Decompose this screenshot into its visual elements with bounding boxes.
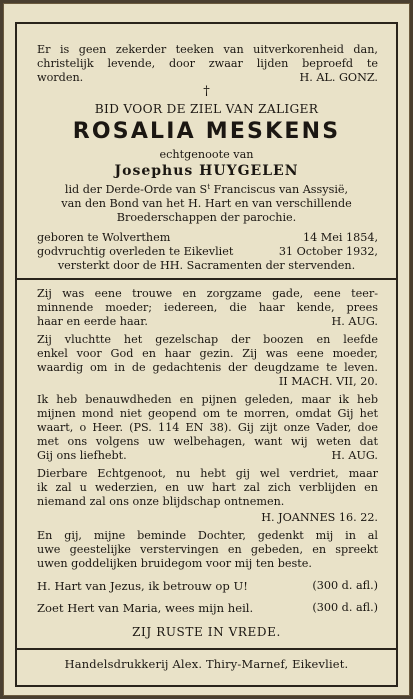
spouse-intro: echtgenoote van xyxy=(159,148,254,161)
affiliation-line-3: Broederschappen der parochie. xyxy=(116,211,297,224)
verse-line: Zij vluchtte het gezelschap der boozen en leefde xyxy=(37,333,378,346)
printer-imprint: Handelsdrukkerij Alex. Thiry-Marnef, Eikevliet. xyxy=(64,657,349,671)
verse-line: uwe geestelijke verstervingen en gebeden, en spreekt xyxy=(37,543,378,556)
spouse-name: Josephus HUYGELEN xyxy=(114,163,299,179)
born-text: geboren te Wolverthem xyxy=(37,231,171,244)
prayer-indulgence: (300 d. afl.) xyxy=(312,601,378,614)
verse-line: waardig om in de gedachtenis der deugdzame te leven. xyxy=(37,361,378,374)
card-frame xyxy=(15,22,398,687)
verse-source: H. JOANNES 16. 22. xyxy=(261,511,378,524)
verse-line: Zij was eene trouwe en zorgzame gade, eene teer- xyxy=(37,287,378,300)
divider xyxy=(17,278,396,280)
verse-line: niemand zal ons onze blijdschap ontnemen. xyxy=(37,495,285,508)
prayer-indulgence: (300 d. afl.) xyxy=(312,579,378,592)
born-date: 14 Mei 1854, xyxy=(302,231,378,244)
verse-source: H. AUG. xyxy=(331,449,378,462)
verse-source: H. AUG. xyxy=(331,315,378,328)
heading: BID VOOR DE ZIEL VAN ZALIGER xyxy=(94,102,319,116)
sacraments-line: versterkt door de HH. Sacramenten der stervenden. xyxy=(57,259,356,272)
verse-line: haar en eerde haar. xyxy=(37,315,148,328)
cross-icon: † xyxy=(203,84,210,99)
closing-line: ZIJ RUSTE IN VREDE. xyxy=(132,625,281,639)
prayer-line: Zoet Hert van Maria, wees mijn heil. xyxy=(37,601,254,615)
intro-line-3: worden. xyxy=(37,71,84,84)
died-text: godvruchtig overleden te Eikevliet xyxy=(37,245,234,258)
prayer-line: H. Hart van Jezus, ik betrouw op U! xyxy=(37,579,248,593)
verse-line: mijnen mond niet geopend om te morren, omdat Gij het xyxy=(37,407,378,420)
memorial-card xyxy=(3,3,410,696)
verse-line: enkel voor God en haar gezin. Zij was eene moeder, xyxy=(37,347,378,360)
verse-line: minnende moeder; iedereen, die haar kende, prees xyxy=(37,301,378,314)
verse-line: waart, o Heer. (PS. 114 EN 38). Gij zijt onze Vader, doe xyxy=(37,421,378,434)
verse-line: Dierbare Echtgenoot, nu hebt gij wel verdriet, maar xyxy=(37,467,378,480)
affiliation-line-1: lid der Derde-Orde van $S^t$ Franciscus van Assysië, xyxy=(64,183,349,196)
divider xyxy=(17,648,396,650)
verse-line: met ons volgens uw welbehagen, want wij weten dat xyxy=(37,435,378,448)
verse-source: II MACH. VII, 20. xyxy=(278,375,378,388)
verse-line: uwen goddelijken bruidegom voor mij ten beste. xyxy=(37,557,312,570)
verse-line: Ik heb benauwdheden en pijnen geleden, maar ik heb xyxy=(37,393,378,406)
affiliation-line-2: van den Bond van het H. Hart en van verschillende xyxy=(61,197,352,210)
died-date: 31 October 1932, xyxy=(278,245,378,258)
deceased-name: ROSALIA MESKENS xyxy=(72,119,341,144)
intro-source: H. AL. GONZ. xyxy=(299,71,378,84)
intro-line-1: Er is geen zekerder teeken van uitverkorenheid dan, xyxy=(37,43,378,56)
intro-line-2: christelijk levende, door zwaar lijden beproefd te xyxy=(37,57,378,70)
verse-line: En gij, mijne beminde Dochter, gedenkt mij in al xyxy=(37,529,378,542)
verse-line: Gij ons liefhebt. xyxy=(37,449,127,462)
verse-line: ik zal u wederzien, en uw hart zal zich verblijden en xyxy=(37,481,378,494)
